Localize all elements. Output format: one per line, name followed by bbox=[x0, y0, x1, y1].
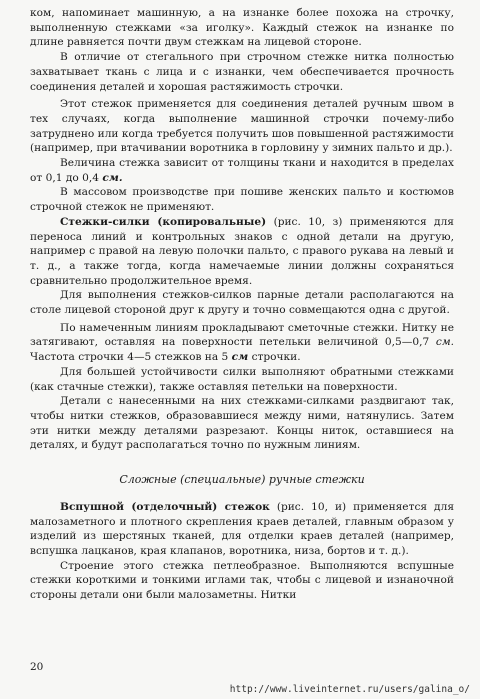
watermark-url: http://www.liveinternet.ru/users/galina_o/ bbox=[229, 684, 470, 695]
page-number: 20 bbox=[30, 661, 44, 673]
paragraph-8-text-a: По намеченным линиям прокладывают сметочные стежки. Нитку не затягивают, оставляя на поверхности петельки величиной 0,5—0,7 bbox=[30, 321, 454, 349]
paragraph-5: В массовом производстве при пошиве женских пальто и костюмов строчной стежок не применяют. bbox=[30, 186, 454, 214]
paragraph-3: Этот стежок применяется для соединения деталей ручным швом в тех случаях, когда выполнение машинной строчки почему-либо затруднено или когда требуется получить шов повышенной растяжимости (например, при втачивании воротника в горловину у зимних пальто и др.). bbox=[30, 98, 454, 155]
paragraph-6 bbox=[30, 215, 454, 289]
section-title: Сложные (специальные) ручные стежки bbox=[119, 473, 365, 487]
unit-cm: см. bbox=[102, 171, 123, 184]
paragraph-6-text: (рис. 10, з) применяются для переноса линий и контрольных знаков с одной детали на другую, например с правой на левую полочки пальто, с правого рукава на левый и т. д., а также тогда, когда намечаемые линии должны сохраняться сравнительно продолжительное время. bbox=[30, 215, 454, 287]
paragraph-7: Для выполнения стежков-силков парные детали располагаются на столе лицевой стороной друг к другу и точно совмещаются одна с другой. bbox=[30, 289, 454, 317]
paragraph-1: ком, напоминает машинную, а на изнанке более похожа на строчку, выполненную стежками «за иголку». Каждый стежок на изнанке по длине равняется почти двум стежкам на лицевой стороне. bbox=[30, 7, 454, 49]
paragraph-12: Строение этого стежка петлеобразное. Выполняются вспушные стежки короткими и тонкими иглами так, чтобы с лицевой и изнаночной стороны детали они были малозаметны. Нитки bbox=[30, 559, 454, 602]
paragraph-11 bbox=[30, 500, 454, 559]
paragraph-4 bbox=[30, 156, 454, 185]
term-vspushnoy-stitch: Вспушной (отделочный) стежок bbox=[60, 500, 270, 513]
unit-cm-2: см bbox=[231, 351, 249, 364]
paragraph-9: Для большей устойчивости силки выполняют обратными стежками (как стачные стежки), также оставляя петельки на поверхности. bbox=[30, 365, 454, 393]
term-stitch-silki: Стежки-силки (копировальные) bbox=[60, 215, 267, 228]
paragraph-8-text-b: Частота строчки 4—5 стежков на 5 bbox=[30, 351, 232, 364]
paragraph-2: В отличие от стегального при строчном стежке нитка полностью захватывает ткань с лица и с изнанки, чем обеспечивается прочность соединения деталей и хорошая растяжимость строчки. bbox=[30, 51, 454, 93]
paragraph-8-text-c: строчки. bbox=[248, 351, 301, 364]
unit-cm-1: см. bbox=[435, 336, 454, 349]
paragraph-4-text: Величина стежка зависит от толщины ткани и находится в пределах от 0,1 до 0,4 bbox=[30, 157, 454, 184]
paragraph-10: Детали с нанесенными на них стежками-силками раздвигают так, чтобы нитки стежков, образовавшиеся между ними, натянулись. Затем эти нитки между деталями разрезают. Концы ниток, оставшиеся на деталях, и будут располагаться точно по нужным линиям. bbox=[30, 395, 454, 452]
paragraph-11-text: (рис. 10, и) применяется для малозаметного и плотного скрепления краев деталей, главным образом у изделий из шерстяных тканей, для отделки краев деталей (например, вспушка лацканов, края клапанов, воротника, низа, бортов и т. д.). bbox=[30, 500, 454, 557]
paragraph-8 bbox=[30, 321, 454, 365]
